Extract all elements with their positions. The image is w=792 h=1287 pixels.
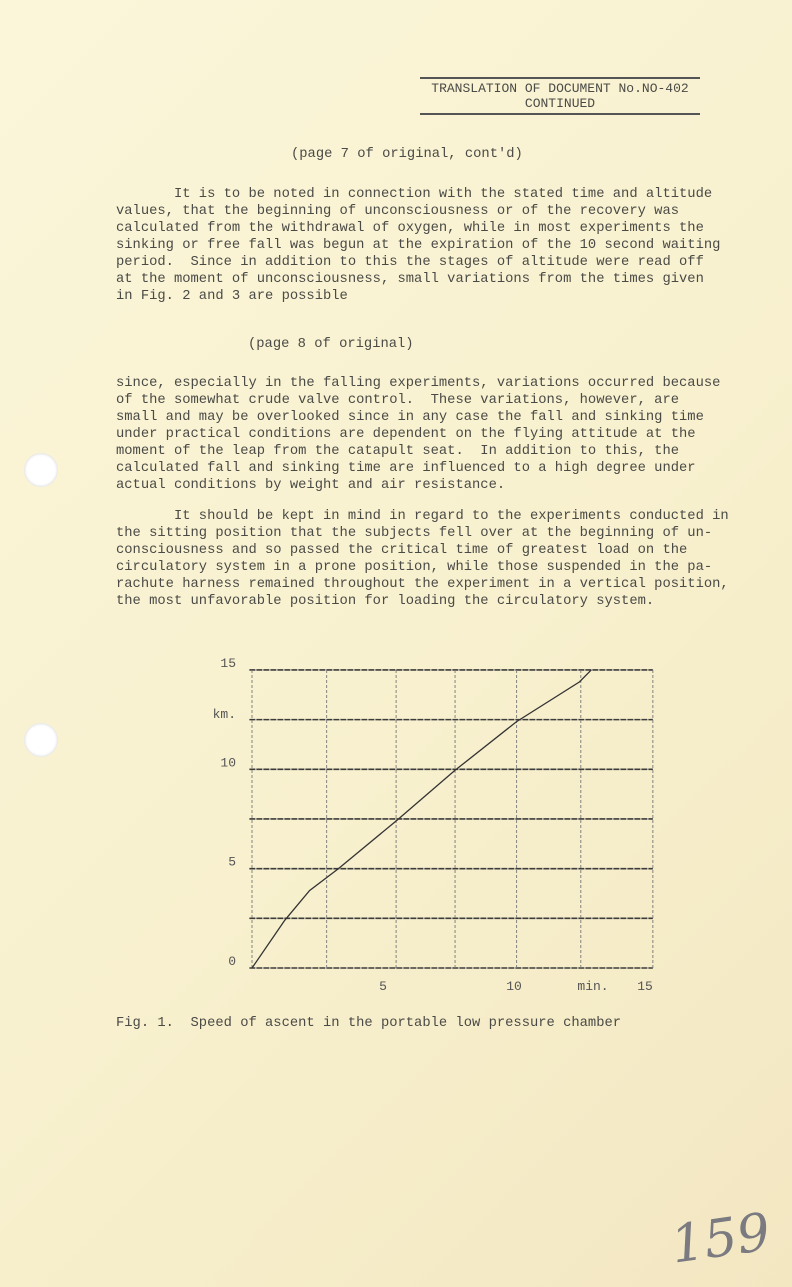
text-line: sinking or free fall was begun at the expiration of the 10 second waiting bbox=[116, 238, 721, 253]
text-line: period. Since in addition to this the stages of altitude were read off bbox=[116, 255, 704, 270]
header-continued: CONTINUED bbox=[524, 96, 596, 111]
text-line: It is to be noted in connection with the stated time and altitude bbox=[116, 187, 713, 202]
text-line: actual conditions by weight and air resistance. bbox=[116, 478, 506, 493]
text-line: the sitting position that the subjects fell over at the beginning of un- bbox=[116, 526, 713, 541]
text-line: consciousness and so passed the critical time of greatest load on the bbox=[116, 543, 688, 558]
text-line: in Fig. 2 and 3 are possible bbox=[116, 289, 348, 304]
text-line: at the moment of unconsciousness, small variations from the times given bbox=[116, 272, 704, 287]
y-tick-label: 0 bbox=[228, 954, 236, 969]
text-line: small and may be overlooked since in any case the fall and sinking time bbox=[116, 410, 704, 425]
text-line: It should be kept in mind in regard to the experiments conducted in bbox=[116, 509, 729, 524]
text-line: the most unfavorable position for loading the circulatory system. bbox=[116, 594, 655, 609]
page7-heading: (page 7 of original, cont'd) bbox=[291, 147, 523, 162]
y-tick-label: 5 bbox=[228, 854, 236, 870]
page8-heading: (page 8 of original) bbox=[248, 337, 414, 352]
text-line: circulatory system in a prone position, while those suspended in the pa- bbox=[116, 560, 713, 575]
text-line: calculated from the withdrawal of oxygen, while in most experiments the bbox=[116, 221, 704, 236]
text-line: under practical conditions are dependent on the flying attitude at the bbox=[116, 427, 696, 442]
y-axis-label: km. bbox=[212, 707, 236, 722]
text-line: of the somewhat crude valve control. These variations, however, are bbox=[116, 393, 680, 408]
text-line: rachute harness remained throughout the experiment in a vertical position, bbox=[116, 577, 729, 592]
x-axis-label: min. bbox=[577, 979, 609, 994]
text-line: moment of the leap from the catapult seat. In addition to this, the bbox=[116, 444, 680, 459]
text-line: calculated fall and sinking time are influenced to a high degree under bbox=[116, 461, 696, 476]
text-line: since, especially in the falling experiments, variations occurred because bbox=[116, 376, 721, 391]
header-title: TRANSLATION OF DOCUMENT No.NO-402 bbox=[431, 81, 689, 96]
x-tick-label: 10 bbox=[506, 979, 522, 994]
y-tick-label: 10 bbox=[220, 755, 236, 771]
figure-caption: Fig. 1. Speed of ascent in the portable low pressure chamber bbox=[116, 1016, 622, 1031]
y-tick-label: 15 bbox=[220, 655, 236, 671]
handwritten-page-number: 159 bbox=[667, 1202, 774, 1276]
text-line: values, that the beginning of unconsciousness or of the recovery was bbox=[116, 204, 680, 219]
x-tick-label: 15 bbox=[637, 979, 653, 994]
x-tick-label: 5 bbox=[379, 979, 387, 994]
